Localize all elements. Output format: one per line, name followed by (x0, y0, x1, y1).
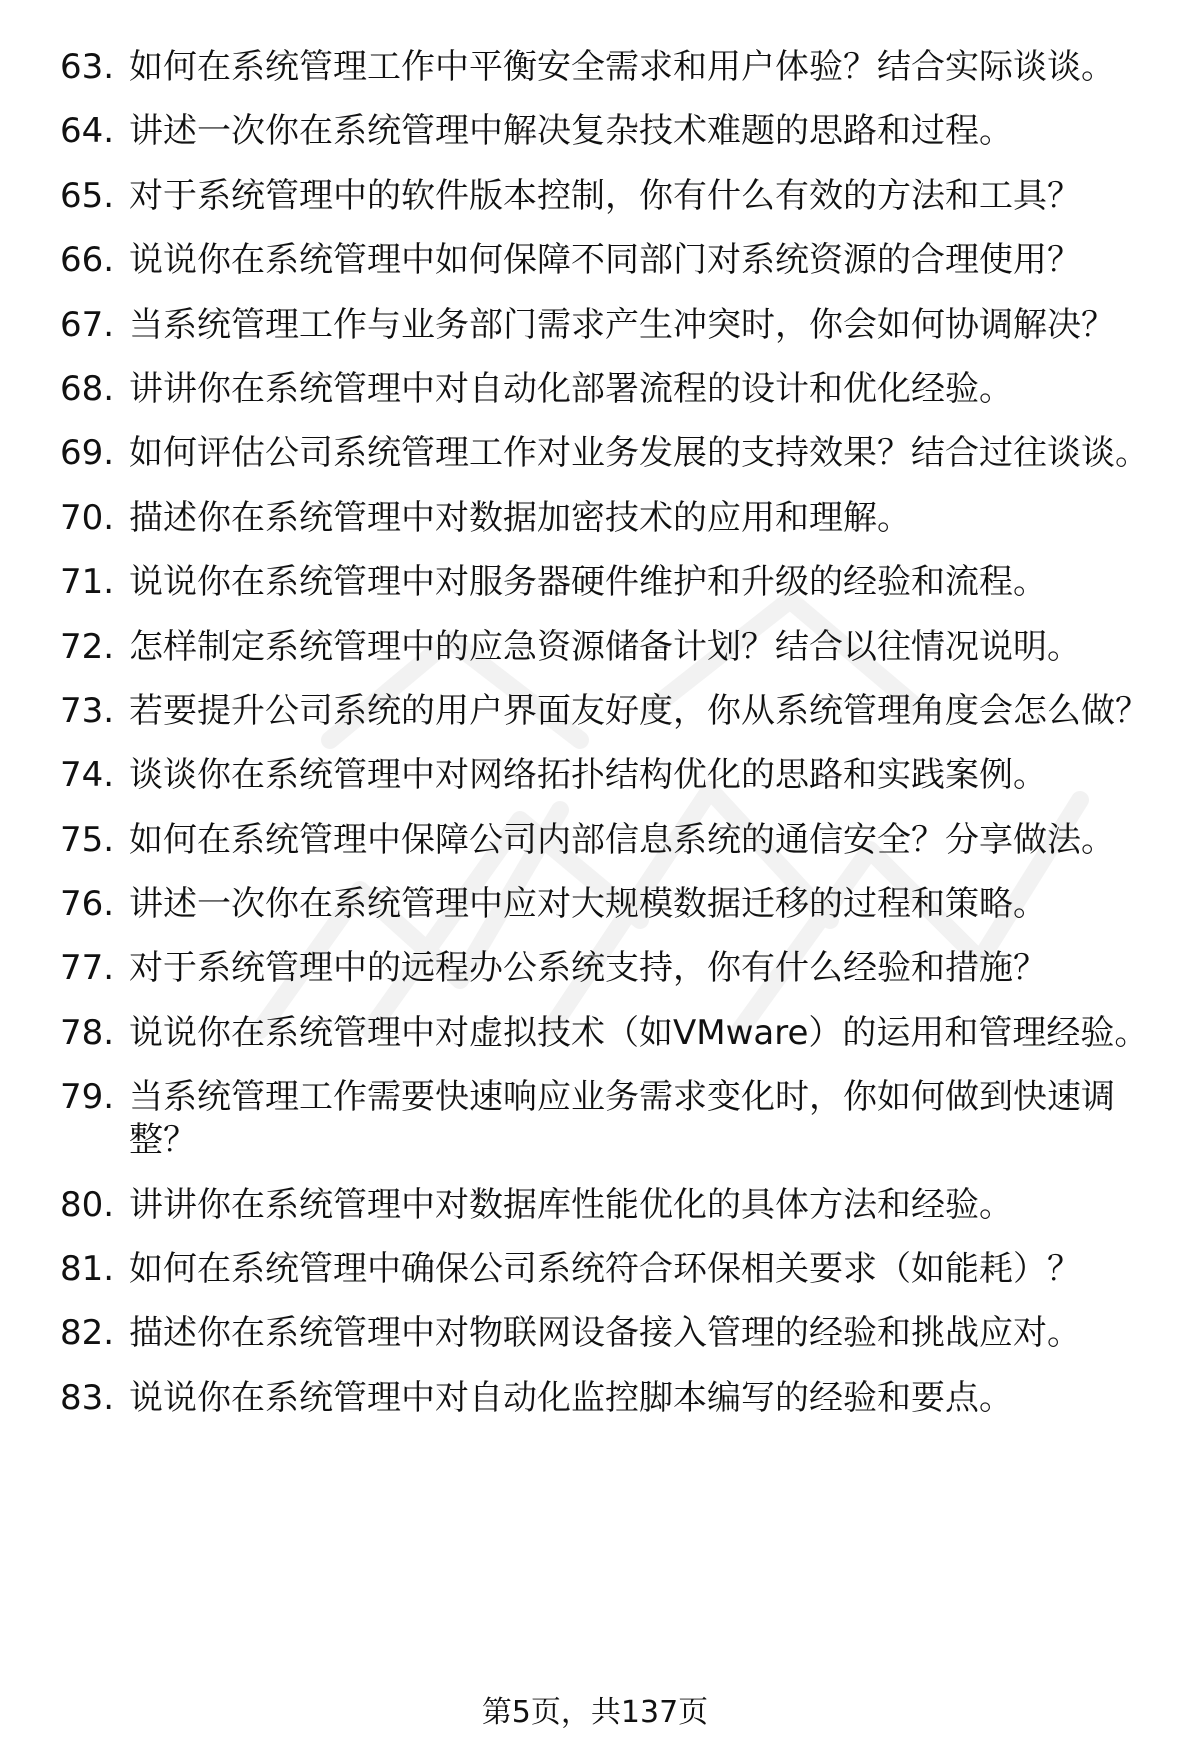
question-number: 80. (60, 1184, 115, 1225)
question-number: 81. (60, 1249, 115, 1290)
question-item (60, 1248, 1160, 1291)
question-number: 65. (60, 175, 115, 216)
question-number: 63. (60, 47, 115, 87)
question-text: 讲讲你在系统管理中对数据库性能优化的具体方法和经验。 (129, 1184, 1013, 1225)
question-item (60, 947, 1160, 990)
question-item (60, 1312, 1160, 1355)
question-number: 68. (60, 368, 115, 409)
question-text: 如何在系统管理工作中平衡安全需求和用户体验？结合实际谈谈。 (129, 47, 1115, 87)
question-text: 说说你在系统管理中对自动化监控脚本编写的经验和要点。 (129, 1377, 1013, 1418)
question-text: 描述你在系统管理中对数据加密技术的应用和理解。 (129, 497, 911, 538)
question-number: 83. (60, 1377, 115, 1418)
question-item (60, 561, 1160, 604)
question-text: 讲述一次你在系统管理中解决复杂技术难题的思路和过程。 (129, 111, 1013, 152)
question-item (60, 754, 1160, 797)
question-number: 76. (60, 884, 115, 925)
question-number: 64. (60, 111, 115, 152)
question-item (60, 368, 1160, 411)
question-item (60, 1012, 1160, 1055)
question-text: 若要提升公司系统的用户界面友好度，你从系统管理角度会怎么做？ (129, 690, 1149, 731)
question-text: 讲述一次你在系统管理中应对大规模数据迁移的过程和策略。 (129, 884, 1047, 925)
question-item (60, 819, 1160, 862)
question-text: 对于系统管理中的软件版本控制，你有什么有效的方法和工具？ (129, 175, 1081, 216)
question-item (60, 497, 1160, 540)
page-number-footer: 第5页，共137页 (481, 1695, 709, 1730)
question-number: 72. (60, 626, 115, 667)
question-item (60, 110, 1160, 153)
question-number: 66. (60, 240, 115, 281)
question-list (60, 46, 1160, 1441)
question-text: 说说你在系统管理中如何保障不同部门对系统资源的合理使用？ (129, 240, 1081, 281)
question-number: 73. (60, 690, 115, 731)
question-item (60, 175, 1160, 218)
question-text: 讲讲你在系统管理中对自动化部署流程的设计和优化经验。 (129, 368, 1013, 409)
question-number: 69. (60, 433, 115, 474)
question-item (60, 626, 1160, 669)
question-item (60, 690, 1160, 733)
question-item (60, 432, 1160, 475)
question-text: 如何在系统管理中保障公司内部信息系统的通信安全？分享做法。 (129, 819, 1115, 860)
question-item (60, 46, 1160, 89)
question-item (60, 1377, 1160, 1420)
question-number: 67. (60, 304, 115, 345)
question-number: 78. (60, 1012, 115, 1053)
question-text: 怎样制定系统管理中的应急资源储备计划？结合以往情况说明。 (129, 626, 1081, 667)
question-number: 77. (60, 948, 115, 989)
question-number: 74. (60, 755, 115, 796)
question-item (60, 1184, 1160, 1227)
question-number: 75. (60, 819, 115, 860)
question-text: 如何在系统管理中确保公司系统符合环保相关要求（如能耗）？ (129, 1249, 1081, 1290)
question-number: 79. (60, 1077, 115, 1118)
question-text: 当系统管理工作需要快速响应业务需求变化时，你如何做到快速调整？ (129, 1077, 1115, 1161)
question-text: 描述你在系统管理中对物联网设备接入管理的经验和挑战应对。 (129, 1313, 1081, 1354)
question-item (60, 1076, 1160, 1162)
question-text: 对于系统管理中的远程办公系统支持，你有什么经验和措施？ (129, 948, 1047, 989)
question-item (60, 883, 1160, 926)
question-number: 82. (60, 1313, 115, 1354)
question-text: 当系统管理工作与业务部门需求产生冲突时，你会如何协调解决？ (129, 304, 1115, 345)
question-number: 71. (60, 562, 115, 603)
question-text: 如何评估公司系统管理工作对业务发展的支持效果？结合过往谈谈。 (129, 433, 1149, 474)
question-text: 说说你在系统管理中对虚拟技术（如VMware）的运用和管理经验。 (129, 1012, 1149, 1053)
question-number: 70. (60, 497, 115, 538)
question-text: 谈谈你在系统管理中对网络拓扑结构优化的思路和实践案例。 (129, 755, 1047, 796)
question-item (60, 239, 1160, 282)
question-text: 说说你在系统管理中对服务器硬件维护和升级的经验和流程。 (129, 562, 1047, 603)
question-item (60, 304, 1160, 347)
